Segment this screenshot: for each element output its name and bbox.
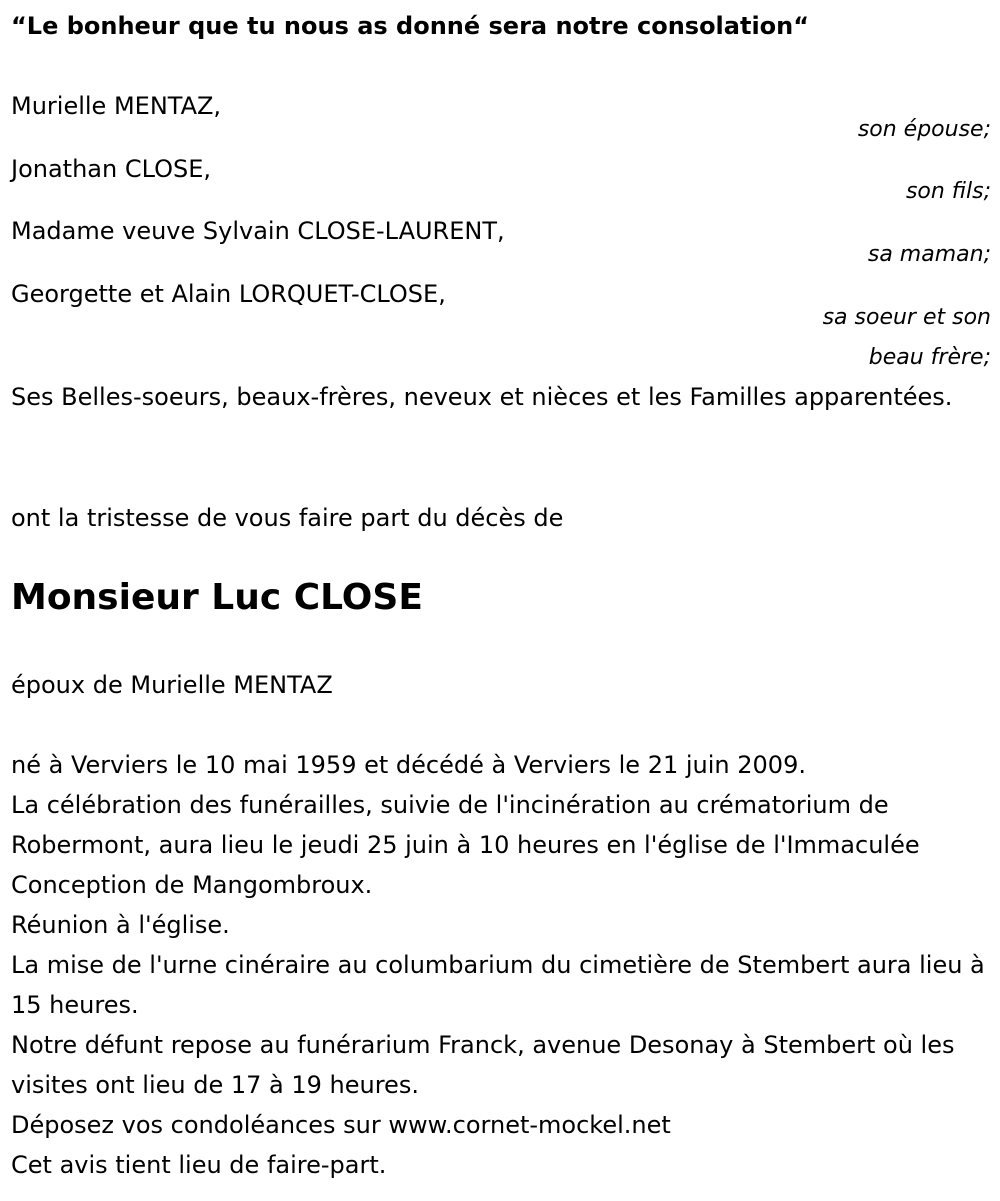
- urn-info: La mise de l'urne cinéraire au columbarium du cimetière de Stembert aura lieu à 15 heures.: [11, 951, 985, 1019]
- meeting-info: Réunion à l'église.: [11, 911, 230, 939]
- spouse-line: époux de Murielle MENTAZ: [11, 671, 333, 699]
- condolences-info: Déposez vos condoléances sur www.cornet-mockel.net: [11, 1111, 671, 1139]
- family-member-name: Murielle MENTAZ,: [11, 92, 222, 120]
- family-member-name: Georgette et Alain LORQUET-CLOSE,: [11, 280, 446, 308]
- family-member-name: Jonathan CLOSE,: [11, 155, 212, 183]
- family-member-name: Madame veuve Sylvain CLOSE-LAURENT,: [11, 217, 505, 245]
- memorial-quote: “Le bonheur que tu nous as donné sera notre consolation“: [11, 12, 810, 40]
- family-member-relation: sa soeur et son beau frère;: [822, 305, 991, 370]
- family-member-relation: son fils;: [905, 179, 991, 204]
- notice-disclaimer: Cet avis tient lieu de faire-part.: [11, 1151, 387, 1179]
- funeral-details: [11, 745, 986, 1185]
- family-member-relation: son épouse;: [857, 117, 991, 142]
- ceremony-info: La célébration des funérailles, suivie de l'incinération au crématorium de Robermont, aura lieu le jeudi 25 juin à 10 heures en l'église de l'Immaculée Conception de Mangombroux.: [11, 791, 920, 899]
- announcement-text: ont la tristesse de vous faire part du décès de: [11, 504, 564, 532]
- extended-family-text: Ses Belles-soeurs, beaux-frères, neveux et nièces et les Familles apparentées.: [11, 383, 953, 411]
- visitation-info: Notre défunt repose au funérarium Franck, avenue Desonay à Stembert où les visites ont lieu de 17 à 19 heures.: [11, 1031, 955, 1099]
- deceased-name: Monsieur Luc CLOSE: [11, 577, 423, 618]
- family-member-relation: sa maman;: [867, 242, 991, 267]
- birth-death-dates: né à Verviers le 10 mai 1959 et décédé à Verviers le 21 juin 2009.: [11, 751, 806, 779]
